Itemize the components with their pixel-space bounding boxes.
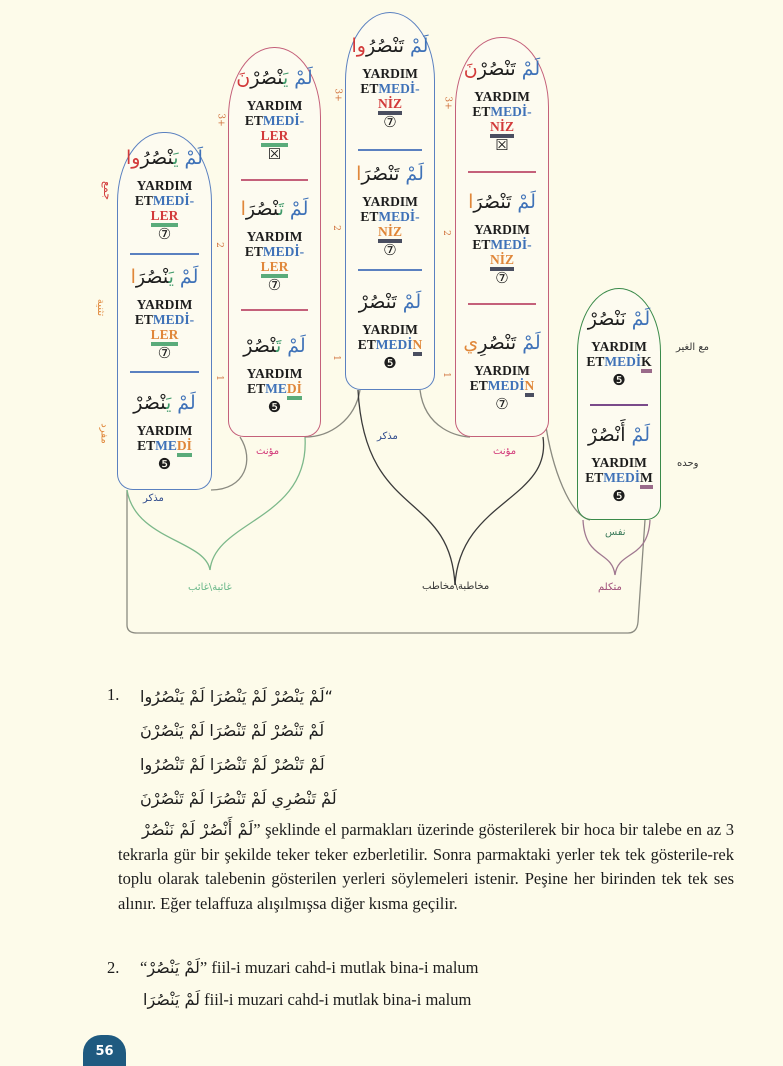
turkish-segment: M: [640, 470, 653, 489]
label-mudhakkar: مذكر: [143, 493, 164, 504]
turkish-line: [586, 354, 651, 369]
arabic-form: [243, 332, 305, 360]
turkish-line: [135, 193, 194, 208]
turkish-line: [245, 244, 304, 259]
arabic-segment: لَمْ: [288, 67, 313, 89]
turkish-segment: MEDİ: [604, 353, 642, 369]
arabic-form: [468, 188, 536, 216]
turkish-segment: YARDIM: [591, 454, 647, 470]
arabic-form: [464, 55, 540, 83]
turkish-line: [137, 438, 192, 453]
turkish-line: [591, 339, 647, 354]
label-mukhatab: مخاطبة\مخاطب: [422, 581, 490, 592]
conjugation-cell: [118, 253, 211, 371]
turkish-line: [378, 224, 402, 239]
turkish-line: [490, 252, 514, 267]
turkish-line: [247, 98, 303, 113]
turkish-segment: YARDIM: [362, 193, 418, 209]
turkish-segment: ET: [360, 208, 379, 224]
line-text: ” fiil-i muzari cahd-i mutlak bina-i malum: [199, 958, 479, 977]
arabic-segment: نْصُرْ: [243, 334, 276, 357]
turkish-segment: ME: [265, 380, 287, 396]
conjugation-cell: [346, 149, 434, 269]
conjugation-cell: [118, 133, 211, 253]
arabic-segment: لَمْ: [403, 34, 429, 57]
turkish-segment: NİZ: [378, 224, 402, 243]
conjugation-cell: [456, 171, 548, 303]
turkish-segment: YARDIM: [362, 322, 418, 337]
count-2: 2: [213, 242, 224, 248]
turkish-segment: ET: [357, 337, 376, 352]
arabic-segment: لَمْ: [625, 423, 650, 446]
arabic-segment: تَنْصُرِ: [478, 331, 517, 354]
count-3plus: 3+: [215, 113, 226, 127]
conjugation-cell: [346, 269, 434, 391]
turkish-segment: NİZ: [490, 252, 514, 271]
label-maa-alghayr: مع الغير: [676, 342, 710, 353]
turkish-segment: ET: [586, 353, 605, 369]
letter-count-marker: ❺: [157, 455, 172, 473]
turkish-line: [360, 81, 419, 96]
inline-arabic: لَمْ يَنْصُرْ: [147, 958, 200, 977]
turkish-segment: MEDİ: [603, 469, 640, 485]
arabic-segment: تَنْصُرَ: [473, 190, 512, 213]
arabic-form: [588, 421, 650, 449]
conjugation-cell: [346, 13, 434, 149]
turkish-segment: YARDIM: [474, 221, 530, 237]
label-muannath: مؤنث: [493, 446, 517, 457]
turkish-segment: ET: [137, 438, 156, 453]
turkish-line: [360, 209, 419, 224]
turkish-line: [591, 455, 647, 470]
turkish-segment: ET: [585, 469, 604, 485]
finger-5: [577, 288, 661, 520]
arabic-segment: لَمْ: [283, 197, 309, 220]
turkish-segment: MEDİ-: [378, 208, 420, 224]
arabic-segment: لَمْ: [396, 291, 422, 313]
inline-arabic: لَمْ أَنْصُرْ لَمْ نَنْصُرْ: [142, 820, 254, 839]
turkish-segment: LER: [261, 128, 289, 147]
label-tathniya: تثنية: [95, 298, 107, 317]
label-mufrad: مفرد: [98, 423, 110, 444]
arabic-form: [131, 263, 199, 291]
arabic-segment: لَمْ: [173, 265, 199, 288]
turkish-segment: ET: [247, 380, 266, 396]
arabic-segment: تَ: [275, 334, 282, 357]
letter-count-marker: ❺: [612, 370, 626, 389]
turkish-segment: YARDIM: [246, 98, 303, 113]
turkish-line: [474, 363, 530, 378]
arabic-segment: يَ: [165, 392, 172, 414]
turkish-segment: Dİ: [287, 381, 302, 400]
arabic-segment: لَمْ: [516, 331, 541, 354]
arabic-segment: نْصُرُ: [140, 146, 174, 169]
item2-line2: [143, 988, 471, 1013]
count-2: 2: [330, 225, 341, 231]
letter-count-marker: ⑦: [383, 112, 397, 131]
arabic-segment: ا: [130, 265, 136, 288]
turkish-line: [470, 378, 535, 393]
arabic-segment: ا: [356, 162, 362, 185]
count-3plus: 3+: [442, 96, 453, 110]
arabic-segment: أَنْصُرْ: [587, 423, 626, 446]
finger-4: [455, 37, 549, 437]
turkish-line: [247, 366, 303, 381]
arabic-segment: لَمْ: [511, 190, 536, 213]
arabic-form: [133, 389, 195, 417]
finger-1: [117, 132, 212, 490]
arabic-segment: يَ: [282, 67, 289, 89]
turkish-segment: YARDIM: [246, 365, 303, 381]
conjugation-cell: [578, 404, 660, 521]
arabic-segment: تَنْصُرُ: [366, 34, 404, 57]
item2-line1: [140, 956, 479, 981]
turkish-segment: ET: [244, 243, 263, 259]
turkish-line: [362, 194, 418, 209]
arabic-segment: نْصُرَ: [245, 197, 279, 220]
arabic-form: [588, 305, 650, 333]
letter-count-marker: ❺: [612, 486, 626, 505]
arabic-segment: يَ: [173, 146, 179, 169]
letter-count-marker: ⑦: [383, 240, 397, 259]
letter-count-marker: ⑦: [157, 343, 172, 362]
arabic-segment: لَمْ: [178, 146, 203, 169]
count-2: 2: [440, 230, 451, 236]
turkish-line: [362, 322, 418, 337]
turkish-line: [245, 113, 304, 128]
arabic-form: [236, 64, 312, 92]
conjugation-cell: [456, 38, 548, 171]
page-number-badge: 56: [83, 1035, 126, 1066]
turkish-segment: MEDİ-: [152, 192, 195, 208]
turkish-segment: MEDİ: [375, 337, 413, 352]
turkish-segment: MEDİ-: [490, 236, 532, 252]
letter-count-marker: ⑦: [267, 275, 282, 294]
turkish-line: [362, 66, 418, 81]
arabic-segment: لَمْ: [281, 334, 306, 357]
turkish-segment: YARDIM: [136, 423, 193, 438]
arabic-form: [126, 144, 203, 172]
arabic-segment: وا: [126, 146, 141, 169]
turkish-line: [137, 178, 193, 193]
finger-3: [345, 12, 435, 390]
bracket-mukhatab-right: [455, 437, 544, 585]
letter-count-marker: ☒: [495, 136, 509, 154]
turkish-segment: YARDIM: [136, 177, 193, 193]
arabic-form: [352, 32, 429, 60]
turkish-segment: ET: [472, 236, 491, 252]
turkish-segment: ET: [469, 377, 488, 393]
turkish-line: [151, 327, 179, 342]
turkish-segment: MEDİ-: [262, 243, 305, 259]
arabic-line: “لَمْ يَنْصُرْ لَمْ يَنْصُرَا لَمْ يَنْصُرُوا: [140, 687, 333, 706]
turkish-segment: K: [641, 354, 652, 373]
arabic-segment: نَنْصُرْ: [587, 307, 626, 330]
count-1: 1: [330, 355, 341, 361]
count-1: 1: [440, 372, 451, 378]
turkish-line: [247, 229, 303, 244]
turkish-line: [247, 381, 302, 396]
arabic-segment: تَنْصُرْ: [477, 58, 516, 80]
turkish-segment: YARDIM: [591, 338, 647, 354]
turkish-line: [472, 237, 531, 252]
arabic-form: [463, 329, 540, 357]
arabic-segment: لَمْ: [625, 307, 651, 330]
turkish-line: [137, 423, 193, 438]
count-3plus: 3+: [332, 88, 343, 102]
conjugation-cell: [229, 179, 320, 309]
arabic-line: لَمْ تَنْصُرِي لَمْ تَنْصُرَا لَمْ تَنْصُرْنَ: [140, 789, 337, 808]
turkish-segment: N: [525, 378, 535, 397]
letter-count-marker: ☒: [267, 145, 282, 163]
conjugation-cell: [229, 309, 320, 438]
arabic-segment: تَنْصُرَ: [361, 162, 400, 185]
turkish-line: [358, 337, 423, 352]
arabic-segment: نْصُرْ: [133, 392, 166, 414]
label-mutakallim: متكلم: [598, 582, 622, 593]
arabic-segment: وا: [351, 34, 366, 57]
turkish-segment: NİZ: [378, 96, 402, 115]
arabic-segment: لَمْ: [515, 58, 541, 80]
finger-2: [228, 47, 321, 437]
bracket-outer: [127, 490, 645, 633]
turkish-segment: YARDIM: [246, 228, 303, 244]
turkish-segment: YARDIM: [136, 296, 193, 312]
turkish-line: [472, 104, 531, 119]
letter-count-marker: ❺: [267, 397, 282, 416]
turkish-line: [261, 128, 289, 143]
letter-count-marker: ⑦: [157, 224, 172, 243]
count-1: 1: [213, 375, 224, 381]
turkish-segment: ET: [472, 104, 491, 119]
turkish-segment: YARDIM: [474, 89, 530, 104]
turkish-segment: ET: [134, 192, 153, 208]
arabic-segment: يَ: [168, 265, 174, 288]
arabic-segment: ا: [240, 197, 246, 220]
conjugation-cell: [118, 371, 211, 491]
turkish-line: [137, 297, 193, 312]
turkish-segment: LER: [151, 208, 179, 227]
letter-count-marker: ⑦: [495, 268, 509, 287]
arabic-segment: لَمْ: [171, 392, 196, 414]
turkish-segment: MEDİ-: [262, 113, 305, 128]
arabic-segment: ا: [468, 190, 474, 213]
arabic-segment: نَ: [236, 67, 251, 89]
conjugation-cell: [578, 289, 660, 404]
bracket-mukhatab-left: [358, 390, 455, 585]
turkish-segment: ET: [360, 80, 379, 96]
arabic-segment: نَ: [463, 58, 478, 80]
label-wahdahu: وحده: [677, 458, 699, 469]
paragraph-text: ” şeklinde el parmakları üzerinde gösterilerek bir hoca bir talebe en az 3 tekrarla gür bir şekilde teker teker ezberletilir. Sonra parmaktaki yerler tek tek gösterile-rek toplu olarak talebenin gösterilen yerleri söylemeleri istenir. Peşine her birinden tek tek ses alınır. Eğer telaffuza alışılmışsa diğer kısma geçilir.: [118, 820, 735, 913]
arabic-line: لَمْ تَنْصُرْ لَمْ تَنْصُرَا لَمْ تَنْصُرُوا: [140, 755, 325, 774]
turkish-line: [261, 259, 289, 274]
item2-number: 2.: [107, 958, 120, 977]
letter-count-marker: ❺: [383, 354, 397, 372]
turkish-segment: MEDİ: [487, 377, 525, 393]
item1-paragraph: [118, 818, 734, 916]
bracket-ghaib-left: [127, 490, 210, 570]
turkish-segment: ET: [134, 311, 153, 327]
label-mudhakkar: مذكر: [377, 431, 398, 442]
arabic-segment: تَنْصُرْ: [358, 291, 397, 313]
connector-f1-f2: [211, 437, 247, 490]
turkish-line: [585, 470, 653, 485]
inline-arabic: لَمْ يَنْصُرَا: [143, 990, 201, 1009]
turkish-line: [378, 96, 402, 111]
item1-arabic-block: [140, 680, 560, 816]
arabic-segment: لَمْ: [399, 162, 424, 185]
turkish-segment: ET: [244, 113, 263, 128]
turkish-segment: LER: [151, 327, 179, 346]
arabic-form: [241, 195, 309, 223]
quote: “: [140, 958, 148, 977]
label-nafs: نفس: [605, 527, 626, 538]
arabic-line: لَمْ تَنْصُرْ لَمْ تَنْصُرَا لَمْ يَنْصُرْنَ: [140, 721, 325, 740]
conjugation-cell: [456, 303, 548, 438]
item1-number: 1.: [107, 685, 120, 704]
turkish-line: [135, 312, 194, 327]
label-muannath: مؤنث: [256, 446, 280, 457]
label-ghaib: غائبة\غائب: [188, 582, 232, 593]
turkish-line: [151, 208, 179, 223]
turkish-segment: NİZ: [490, 119, 514, 138]
turkish-segment: MEDİ-: [378, 80, 420, 96]
turkish-segment: MEDİ-: [490, 104, 532, 119]
turkish-segment: MEDİ-: [152, 311, 195, 327]
arabic-form: [356, 160, 424, 188]
turkish-line: [474, 89, 530, 104]
turkish-segment: N: [413, 337, 423, 356]
turkish-line: [474, 222, 530, 237]
turkish-line: [490, 119, 514, 134]
arabic-segment: تَ: [278, 197, 284, 220]
arabic-form: [359, 288, 421, 316]
arabic-segment: نْصُرْ: [250, 67, 283, 89]
line-text: fiil-i muzari cahd-i mutlak bina-i malum: [200, 990, 472, 1009]
conjugation-cell: [229, 48, 320, 179]
turkish-segment: YARDIM: [362, 65, 418, 81]
letter-count-marker: ⑦: [495, 394, 509, 413]
arabic-segment: ي: [463, 331, 479, 354]
label-jam: جمع: [101, 180, 115, 201]
arabic-segment: نْصُرَ: [135, 265, 169, 288]
turkish-segment: ME: [155, 438, 177, 453]
turkish-segment: LER: [261, 259, 289, 278]
turkish-segment: YARDIM: [474, 362, 530, 378]
turkish-segment: Dİ: [177, 438, 192, 457]
